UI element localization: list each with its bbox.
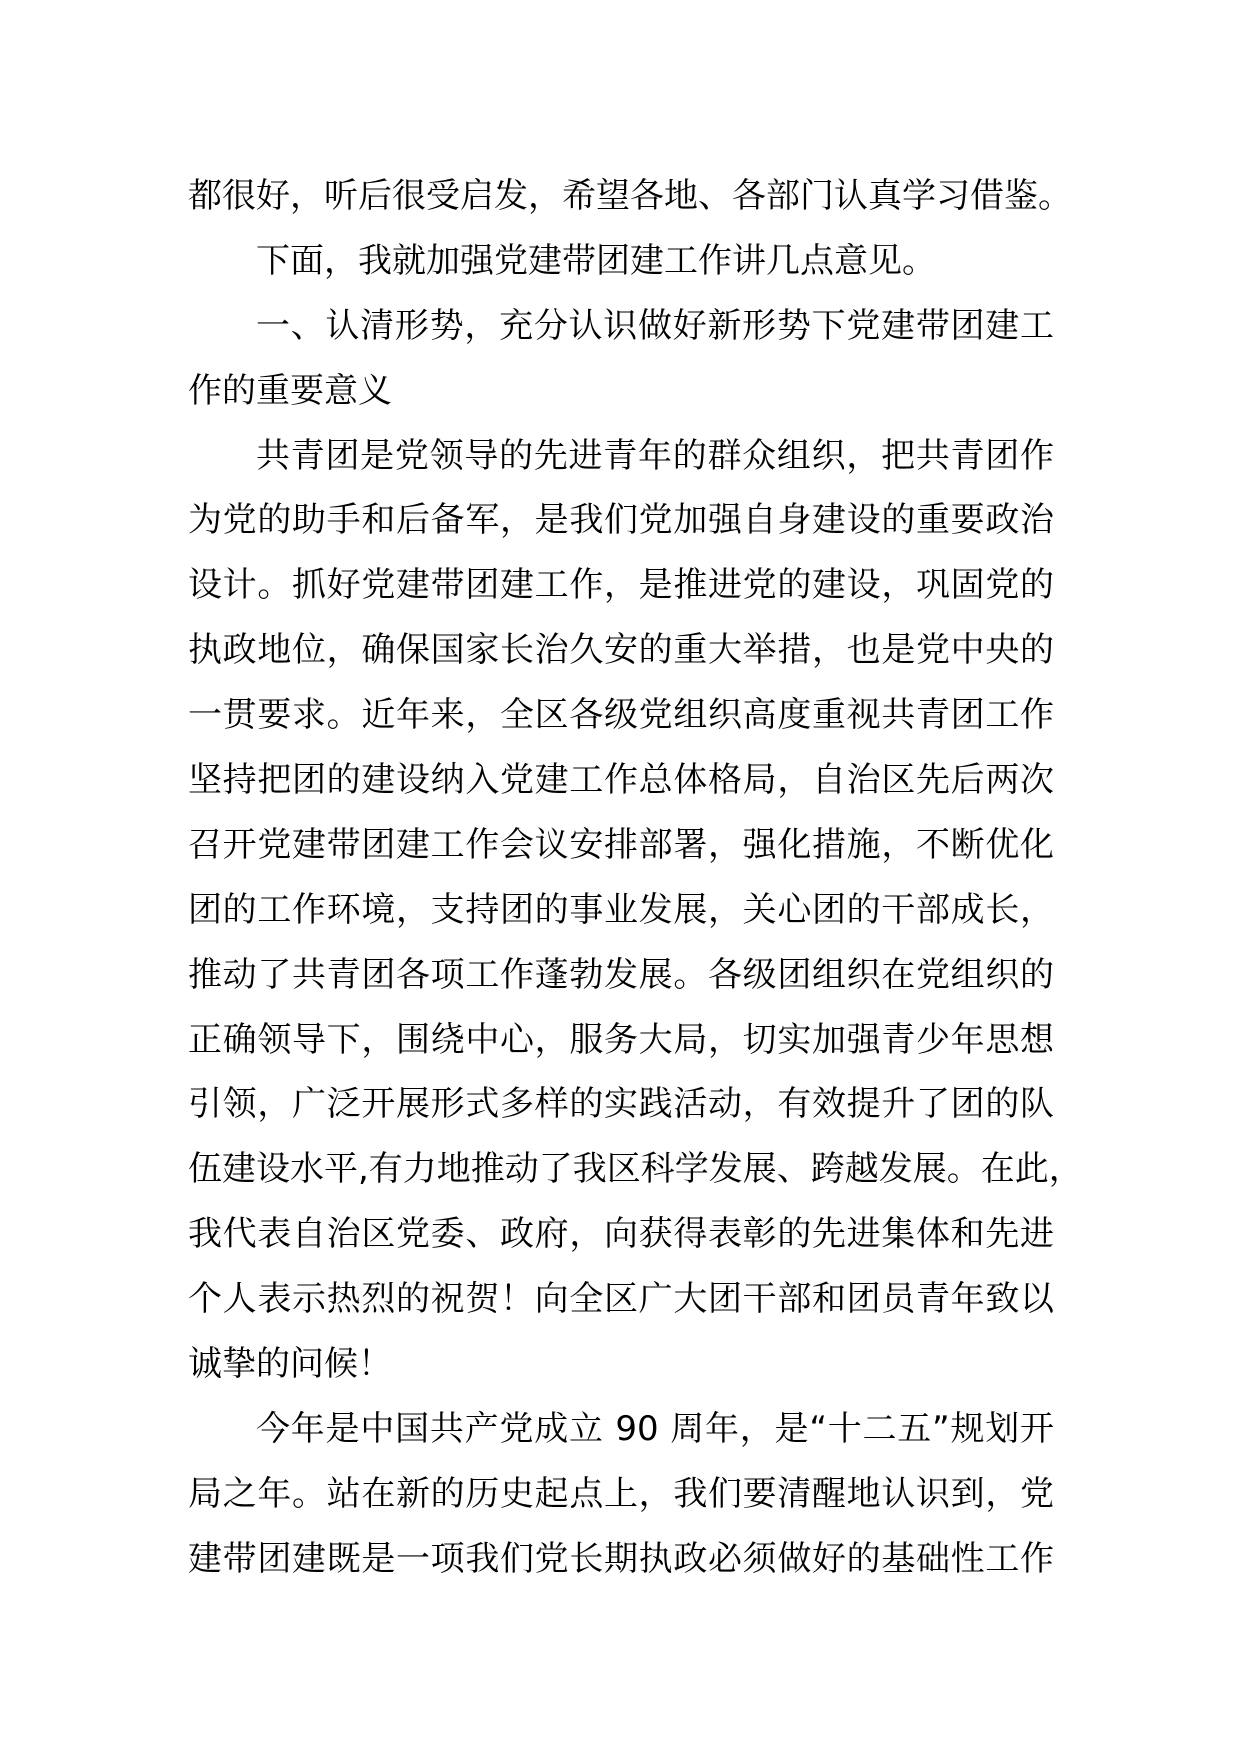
text-line [188,1397,1054,1462]
text-line [188,1202,1054,1267]
text-line [188,359,1054,424]
intro-paragraph [188,229,1054,294]
text-line [188,813,1054,878]
text-line-content: 局之年。站在新的历史起点上，我们要清醒地认识到，党 [188,1473,1054,1514]
text-line-content: 引领，广泛开展形式多样的实践活动，有效提升了团的队 [188,1084,1054,1125]
text-line-content: 我代表自治区党委、政府，向获得表彰的先进集体和先进 [188,1214,1054,1255]
text-line [188,1267,1054,1332]
document-body [188,164,1083,1592]
text-line [188,1072,1054,1137]
text-line-content: 一、认清形势，充分认识做好新形势下党建带团建工 [256,305,1054,346]
text-line [188,1008,1054,1073]
text-line-content: 诚挚的问候！ [188,1344,392,1385]
section-heading [188,294,1054,424]
text-line-content: 召开党建带团建工作会议安排部署，强化措施，不断优化 [188,824,1054,865]
text-line-content: 作的重要意义 [188,370,392,411]
text-line [188,488,1054,553]
text-line [188,618,1054,683]
text-line [188,294,1054,359]
text-line [188,164,1072,229]
text-line [188,1462,1054,1527]
text-line-content: 正确领导下，围绕中心，服务大局，切实加强青少年思想 [188,1019,1054,1060]
text-line [188,878,1054,943]
text-line [188,424,1054,489]
continued-paragraph [188,164,1072,229]
text-line-content: 个人表示热烈的祝贺！向全区广大团干部和团员青年致以 [188,1279,1054,1320]
text-line [188,1137,1083,1202]
body-paragraph [188,424,1083,1397]
text-line [188,1332,1054,1397]
text-line-content: 执政地位，确保国家长治久安的重大举措，也是党中央的 [188,630,1054,671]
text-line-content: 为党的助手和后备军，是我们党加强自身建设的重要政治 [188,500,1054,541]
text-line-content: 今年是中国共产党成立 90 周年，是“十二五”规划开 [256,1408,1054,1449]
text-line-content: 伍建设水平,有力地推动了我区科学发展、跨越发展。在此， [188,1149,1083,1190]
text-line [188,943,1054,1008]
text-line-content: 一贯要求。近年来，全区各级党组织高度重视共青团工作 [188,695,1054,736]
text-line-content: 共青团是党领导的先进青年的群众组织，把共青团作 [256,435,1054,476]
text-line-content: 坚持把团的建设纳入党建工作总体格局，自治区先后两次 [188,760,1054,801]
text-line [188,1527,1054,1592]
text-line [188,229,1054,294]
text-line [188,748,1054,813]
text-line-content: 建带团建既是一项我们党长期执政必须做好的基础性工作 [188,1538,1054,1579]
text-line-content: 下面，我就加强党建带团建工作讲几点意见。 [256,240,936,281]
text-line-content: 团的工作环境，支持团的事业发展，关心团的干部成长， [188,889,1054,930]
text-line-content: 推动了共青团各项工作蓬勃发展。各级团组织在党组织的 [188,954,1054,995]
body-paragraph [188,1397,1054,1592]
text-line [188,553,1054,618]
text-line-content: 设计。抓好党建带团建工作，是推进党的建设，巩固党的 [188,565,1054,606]
text-line [188,683,1054,748]
text-line-content: 都很好，听后很受启发，希望各地、各部门认真学习借鉴。 [188,176,1072,216]
